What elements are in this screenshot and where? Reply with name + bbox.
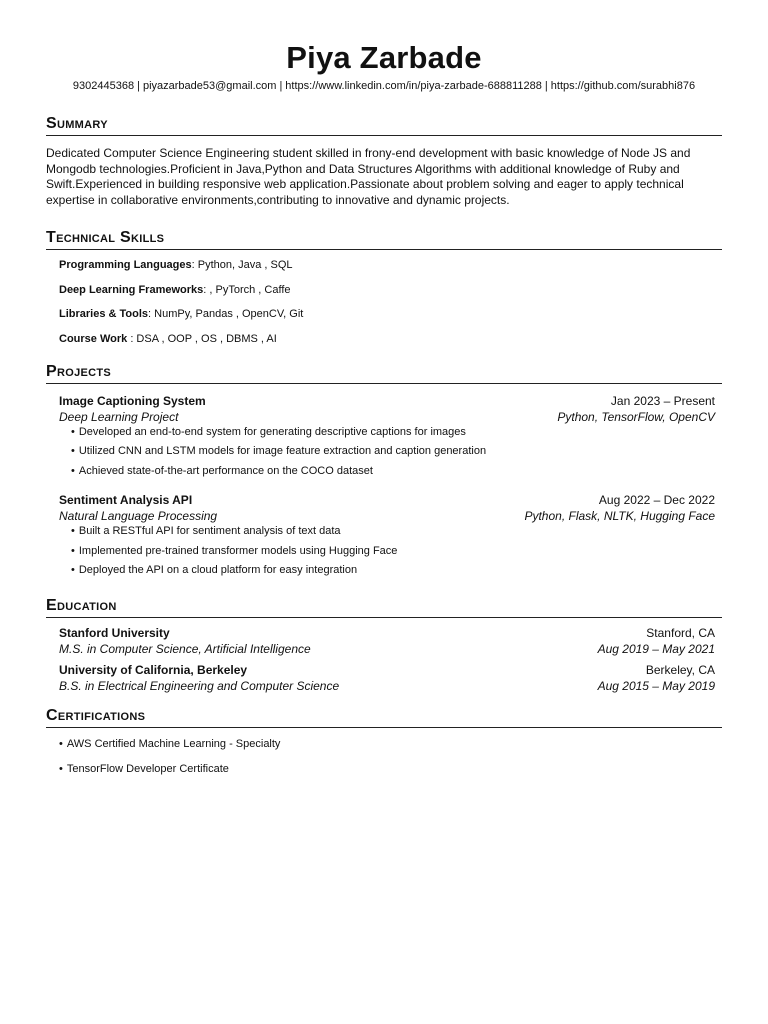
education-section [46, 596, 722, 694]
skill-label: Libraries & Tools [59, 308, 149, 320]
project-dates: Jan 2023 – Present [610, 393, 715, 408]
list-item: • AWS Certified Machine Learning - Specialty [59, 737, 722, 751]
skill-label: Course Work [59, 332, 128, 345]
skills-list [59, 258, 722, 346]
summary-section [46, 114, 722, 208]
summary-text: Dedicated Computer Science Engineering student skilled in frony-end development with basic knowledge of Node JS and Mongodb technologies.Proficient in Java,Python and Data Structures Algorithms with additional knowledge of Ruby and Swift.Experienced in building responsive web application.Passionate about problem solving and eager to apply technical expertise in collaborative environments,contributing to innovative and dynamic projects. [46, 146, 691, 207]
list-item: • TensorFlow Developer Certificate [59, 762, 722, 776]
degree: M.S. in Computer Science, Artificial Intelligence [59, 641, 311, 656]
project-bullets [71, 524, 715, 577]
github-link[interactable]: https://github.com/surabhi876 [550, 80, 696, 92]
skill-value: : NumPy, Pandas , OpenCV, Git [148, 308, 304, 320]
section-heading-projects: Projects [46, 362, 722, 384]
section-heading-certifications: Certifications [46, 706, 722, 728]
skill-value: : DSA , OOP , OS , DBMS , AI [127, 332, 277, 345]
list-item: • Developed an end-to-end system for generating descriptive captions for images [71, 425, 715, 439]
project-subheader-row [59, 508, 715, 524]
skill-row [59, 332, 722, 346]
education-entry [59, 663, 715, 694]
contact-line [46, 79, 722, 93]
skill-label: Deep Learning Frameworks [59, 283, 204, 296]
contact-separator: | [544, 80, 548, 92]
skills-section [46, 228, 722, 346]
list-item: • Utilized CNN and LSTM models for image feature extraction and caption generation [71, 444, 715, 458]
school-location: Stanford, CA [646, 626, 715, 641]
education-dates: Aug 2015 – May 2019 [597, 678, 715, 693]
education-header-row [59, 626, 715, 642]
certifications-list [59, 737, 722, 776]
list-item: • Deployed the API on a cloud platform for easy integration [71, 563, 715, 577]
school-name: University of California, Berkeley [59, 663, 248, 678]
education-subheader-row [59, 642, 715, 658]
skill-row [59, 307, 722, 321]
project-subheader-row [59, 409, 715, 425]
email-link[interactable]: piyazarbade53@gmail.com [142, 80, 277, 92]
skill-value: : Python, Java , SQL [191, 259, 293, 271]
school-location: Berkeley, CA [645, 663, 715, 678]
project-tech: Python, TensorFlow, OpenCV [557, 409, 715, 424]
education-subheader-row [59, 679, 715, 695]
certifications-section [46, 706, 722, 776]
project-dates: Aug 2022 – Dec 2022 [598, 492, 715, 507]
school-name: Stanford University [59, 626, 170, 641]
candidate-name: Piya Zarbade [286, 40, 482, 75]
list-item: • Achieved state-of-the-art performance on the COCO dataset [71, 464, 715, 478]
education-entry [59, 626, 715, 657]
skill-row [59, 258, 722, 272]
project-entry [59, 492, 715, 577]
projects-section [46, 362, 722, 578]
project-name: Image Captioning System [59, 393, 206, 408]
degree: B.S. in Electrical Engineering and Computer Science [59, 678, 340, 693]
education-header-row [59, 663, 715, 679]
skill-value: : , PyTorch , Caffe [203, 283, 291, 296]
project-bullets [71, 425, 715, 478]
list-item: • Built a RESTful API for sentiment analysis of text data [71, 524, 715, 538]
list-item: • Implemented pre-trained transformer models using Hugging Face [71, 544, 715, 558]
project-subtitle: Natural Language Processing [59, 508, 218, 523]
contact-separator: | [137, 80, 140, 92]
project-entry [59, 393, 715, 478]
education-dates: Aug 2019 – May 2021 [597, 641, 715, 656]
project-name: Sentiment Analysis API [59, 492, 193, 507]
phone-number: 9302445368 [72, 80, 135, 92]
project-subtitle: Deep Learning Project [59, 409, 179, 424]
skill-label: Programming Languages [59, 259, 192, 271]
skill-row [59, 283, 722, 297]
section-heading-summary: Summary [46, 114, 722, 136]
section-heading-skills: Technical Skills [46, 228, 722, 250]
project-header-row [59, 492, 715, 508]
section-heading-education: Education [46, 596, 722, 618]
project-header-row [59, 393, 715, 409]
linkedin-link[interactable]: https://www.linkedin.com/in/piya-zarbade-688811288 [285, 80, 542, 92]
project-tech: Python, Flask, NLTK, Hugging Face [524, 508, 715, 523]
contact-separator: | [279, 80, 283, 92]
